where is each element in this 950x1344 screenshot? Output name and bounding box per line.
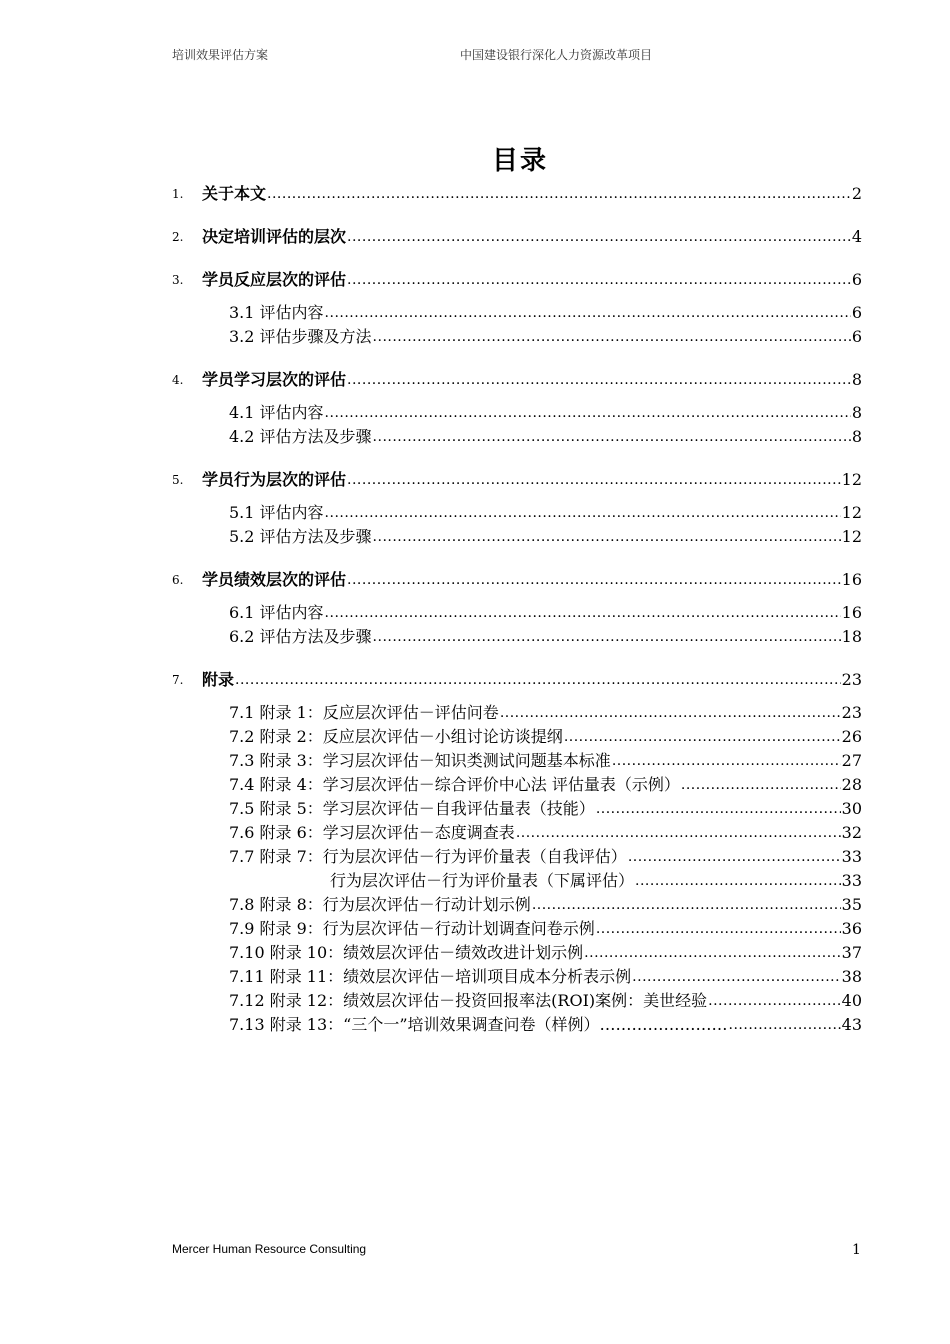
toc-page: 8 bbox=[851, 370, 862, 389]
toc-leader bbox=[596, 797, 841, 821]
toc-page: 35 bbox=[841, 895, 862, 914]
toc-entry[interactable] bbox=[172, 182, 862, 206]
toc-number: 1. bbox=[172, 187, 184, 201]
toc-leader bbox=[373, 525, 841, 549]
toc-subentry[interactable] bbox=[172, 965, 862, 989]
toc-page: 6 bbox=[851, 270, 862, 289]
toc-leader bbox=[347, 268, 851, 292]
toc-number: 7. bbox=[172, 673, 184, 687]
toc-page: 28 bbox=[841, 775, 862, 794]
toc-leader bbox=[628, 845, 841, 869]
toc-label: 关于本文 bbox=[202, 184, 267, 203]
toc-subentry[interactable] bbox=[172, 989, 862, 1013]
toc-label: 4.1 评估内容 bbox=[229, 403, 324, 422]
toc-entry[interactable] bbox=[172, 368, 862, 392]
toc-page: 8 bbox=[851, 427, 862, 446]
toc-number: 3. bbox=[172, 273, 184, 287]
toc-subentry[interactable] bbox=[172, 625, 862, 649]
toc-leader bbox=[373, 425, 851, 449]
toc-leader bbox=[708, 989, 841, 1013]
toc-leader bbox=[347, 368, 851, 392]
toc-label: 附录 bbox=[202, 670, 235, 689]
toc-label: 7.13 附录 13：“三个一”培训效果调查问卷（样例）…………………… bbox=[229, 1015, 728, 1034]
toc-label: 学员绩效层次的评估 bbox=[202, 570, 347, 589]
toc-number: 6. bbox=[172, 573, 184, 587]
footer-company: Mercer Human Resource Consulting bbox=[172, 1242, 367, 1256]
toc-label: 7.6 附录 6：学习层次评估－态度调查表 bbox=[229, 823, 515, 842]
toc-subentry[interactable] bbox=[172, 1013, 862, 1037]
toc-label: 学员反应层次的评估 bbox=[202, 270, 347, 289]
toc-page: 27 bbox=[841, 751, 862, 770]
toc-subentry[interactable] bbox=[172, 701, 862, 725]
page-title: 目录 bbox=[491, 146, 548, 176]
toc-label: 6.1 评估内容 bbox=[229, 603, 324, 622]
toc-label: 7.11 附录 11：绩效层次评估－培训项目成本分析表示例 bbox=[229, 967, 632, 986]
header-right: 中国建设银行深化人力资源改革项目 bbox=[460, 48, 653, 62]
toc-label: 7.3 附录 3：学习层次评估－知识类测试问题基本标准 bbox=[229, 751, 611, 770]
toc-label: 决定培训评估的层次 bbox=[202, 227, 347, 246]
toc-number: 4. bbox=[172, 373, 184, 387]
toc-leader bbox=[325, 601, 841, 625]
toc-label: 7.8 附录 8：行为层次评估－行动计划示例 bbox=[229, 895, 531, 914]
toc-label: 6.2 评估方法及步骤 bbox=[229, 627, 372, 646]
toc-page: 12 bbox=[841, 503, 862, 522]
toc-leader bbox=[347, 568, 841, 592]
toc-subentry[interactable] bbox=[172, 525, 862, 549]
toc-entry[interactable] bbox=[172, 468, 862, 492]
toc-page: 18 bbox=[841, 627, 862, 646]
toc-leader bbox=[596, 917, 841, 941]
toc-page: 8 bbox=[851, 403, 862, 422]
toc-page: 40 bbox=[841, 991, 862, 1010]
toc-label: 学员学习层次的评估 bbox=[202, 370, 347, 389]
toc-label: 7.4 附录 4：学习层次评估－综合评价中心法 评估量表（示例） bbox=[229, 775, 680, 794]
toc-subentry[interactable] bbox=[172, 749, 862, 773]
table-of-contents bbox=[172, 180, 862, 1037]
toc-label: 7.5 附录 5：学习层次评估－自我评估量表（技能） bbox=[229, 799, 595, 818]
toc-leader bbox=[235, 668, 841, 692]
toc-label: 行为层次评估－行为评价量表（下属评估） bbox=[330, 871, 635, 890]
toc-page: 23 bbox=[841, 703, 862, 722]
toc-page: 6 bbox=[851, 327, 862, 346]
toc-subentry[interactable] bbox=[172, 893, 862, 917]
toc-label: 3.1 评估内容 bbox=[229, 303, 324, 322]
toc-leader bbox=[347, 468, 841, 492]
toc-subentry[interactable] bbox=[172, 601, 862, 625]
toc-page: 37 bbox=[841, 943, 862, 962]
toc-leader bbox=[612, 749, 841, 773]
toc-label: 7.9 附录 9：行为层次评估－行动计划调查问卷示例 bbox=[229, 919, 595, 938]
toc-subentry[interactable] bbox=[172, 917, 862, 941]
toc-subentry[interactable] bbox=[172, 797, 862, 821]
toc-leader bbox=[373, 325, 851, 349]
toc-leader bbox=[347, 225, 851, 249]
toc-page: 26 bbox=[841, 727, 862, 746]
toc-subentry[interactable] bbox=[172, 845, 862, 869]
toc-page: 30 bbox=[841, 799, 862, 818]
toc-label: 7.12 附录 12：绩效层次评估－投资回报率法(ROI)案例：美世经验 bbox=[229, 991, 708, 1010]
toc-entry[interactable] bbox=[172, 568, 862, 592]
toc-label: 7.10 附录 10：绩效层次评估－绩效改进计划示例 bbox=[229, 943, 584, 962]
toc-leader bbox=[325, 501, 841, 525]
toc-subentry[interactable] bbox=[172, 501, 862, 525]
toc-label: 7.7 附录 7：行为层次评估－行为评价量表（自我评估） bbox=[229, 847, 627, 866]
toc-leader bbox=[373, 625, 841, 649]
toc-page: 33 bbox=[841, 871, 862, 890]
toc-leader bbox=[516, 821, 841, 845]
toc-leader bbox=[267, 182, 851, 206]
toc-leader bbox=[564, 725, 841, 749]
toc-entry[interactable] bbox=[172, 268, 862, 292]
toc-leader bbox=[325, 401, 851, 425]
toc-label: 5.1 评估内容 bbox=[229, 503, 324, 522]
toc-subentry[interactable] bbox=[172, 941, 862, 965]
toc-page: 2 bbox=[851, 184, 862, 203]
toc-leader bbox=[325, 301, 851, 325]
toc-subentry[interactable] bbox=[172, 821, 862, 845]
footer-page-number: 1 bbox=[852, 1242, 861, 1258]
toc-leader bbox=[532, 893, 841, 917]
toc-page: 12 bbox=[841, 527, 862, 546]
toc-leader bbox=[681, 773, 841, 797]
toc-number: 5. bbox=[172, 473, 184, 487]
toc-label: 3.2 评估步骤及方法 bbox=[229, 327, 372, 346]
toc-label: 5.2 评估方法及步骤 bbox=[229, 527, 372, 546]
toc-subentry[interactable] bbox=[172, 425, 862, 449]
toc-page: 33 bbox=[841, 847, 862, 866]
toc-page: 43 bbox=[841, 1015, 862, 1034]
toc-subentry[interactable] bbox=[172, 725, 862, 749]
toc-leader bbox=[632, 965, 840, 989]
toc-leader bbox=[635, 869, 841, 893]
toc-page: 12 bbox=[841, 470, 862, 489]
toc-number: 2. bbox=[172, 230, 184, 244]
toc-label: 学员行为层次的评估 bbox=[202, 470, 347, 489]
toc-page: 36 bbox=[841, 919, 862, 938]
toc-page: 23 bbox=[841, 670, 862, 689]
toc-subentry[interactable] bbox=[172, 773, 862, 797]
toc-page: 16 bbox=[841, 570, 862, 589]
toc-subentry[interactable] bbox=[172, 301, 862, 325]
toc-subentry[interactable] bbox=[172, 325, 862, 349]
toc-leader bbox=[500, 701, 841, 725]
toc-page: 16 bbox=[841, 603, 862, 622]
toc-entry[interactable] bbox=[172, 668, 862, 692]
toc-label: 7.2 附录 2：反应层次评估－小组讨论访谈提纲 bbox=[229, 727, 563, 746]
header-left: 培训效果评估方案 bbox=[172, 48, 269, 62]
toc-subentry[interactable] bbox=[172, 401, 862, 425]
toc-label: 4.2 评估方法及步骤 bbox=[229, 427, 372, 446]
toc-leader bbox=[584, 941, 840, 965]
toc-page: 4 bbox=[851, 227, 862, 246]
toc-page: 38 bbox=[841, 967, 862, 986]
toc-subentry[interactable] bbox=[172, 869, 862, 893]
toc-page: 6 bbox=[851, 303, 862, 322]
toc-page: 32 bbox=[841, 823, 862, 842]
toc-leader bbox=[729, 1013, 841, 1037]
toc-entry[interactable] bbox=[172, 225, 862, 249]
toc-label: 7.1 附录 1：反应层次评估－评估问卷 bbox=[229, 703, 499, 722]
